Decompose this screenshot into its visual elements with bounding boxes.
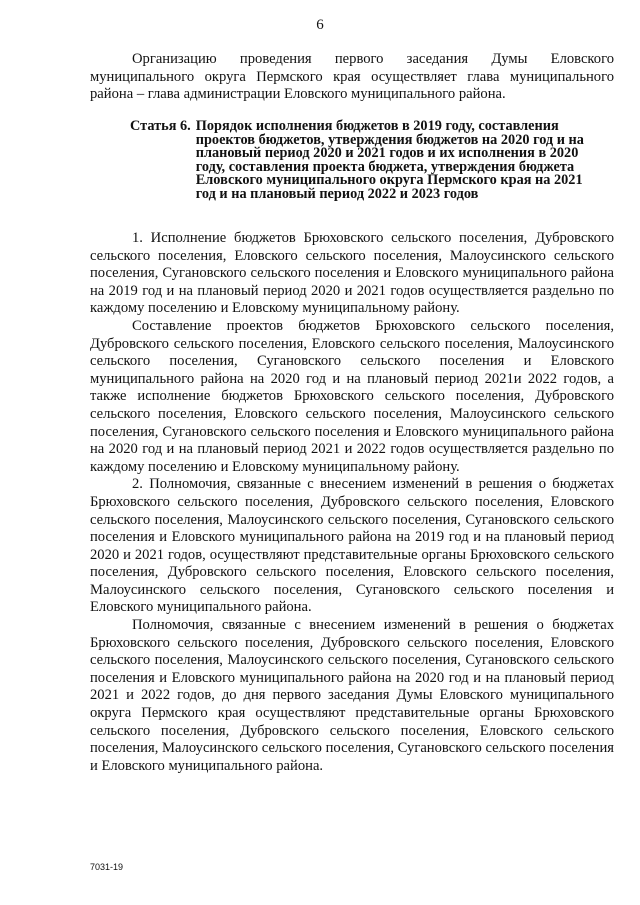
- article-title: Порядок исполнения бюджетов в 2019 году, составления проектов бюджетов, утверждения бюджетов на 2020 год и на плановый период 2020 и 2021 годов и их исполнения в 2020 году, составления проекта бюджета, утверждения бюджета Еловского муниципального округа Пермского края на 2021 год и на плановый период 2022 и 2023 годов: [195, 118, 584, 202]
- body-paragraph: 1. Исполнение бюджетов Брюховского сельского поселения, Дубровского сельского поселения, Еловского сельского поселения, Малоусинского сельского поселения, Сугановского сельского поселения и Еловского муниципального района на 2019 год и на плановый период 2020 и 2021 годов осуществляется раздельно по каждому поселению и Еловскому муниципальному району.: [90, 230, 614, 317]
- article-heading: [130, 120, 600, 202]
- document-code: 7031-19: [90, 862, 124, 872]
- intro-paragraph: Организацию проведения первого заседания Думы Еловского муниципального округа Пермского края осуществляет глава муниципального района – глава администрации Еловского муниципального района.: [90, 51, 614, 103]
- body-paragraph: 2. Полномочия, связанные с внесением изменений в решения о бюджетах Брюховского сельского поселения, Дубровского сельского поселения, Еловского сельского поселения, Малоусинского сельского поселения, Сугановского сельского поселения и Еловского муниципального района на 2019 год и на плановый период 2020 и 2021 годов, осуществляют представительные органы Брюховского сельского поселения, Дубровского сельского поселения, Еловского сельского поселения, Малоусинского сельского поселения, Сугановского сельского поселения и Еловского муниципального района.: [90, 476, 614, 616]
- body-paragraph: Составление проектов бюджетов Брюховского сельского поселения, Дубровского сельского поселения, Еловского сельского поселения, Малоусинского сельского поселения, Сугановского сельского поселения и Еловского муниципального района на 2020 год и на плановый период 2021и 2022 годов, а также исполнение бюджетов Брюховского сельского поселения, Дубровского сельского поселения, Еловского сельского поселения, Малоусинского сельского поселения, Сугановского сельского поселения и Еловского муниципального района на 2020 год и на плановый период 2021 и 2022 годов осуществляется раздельно по каждому поселению и Еловскому муниципальному району.: [90, 317, 614, 475]
- article-body: [90, 230, 614, 775]
- article-label: Статья 6.: [130, 118, 191, 134]
- page-number: 6: [316, 17, 324, 33]
- intro-section: [90, 51, 614, 104]
- body-paragraph: Полномочия, связанные с внесением изменений в решения о бюджетах Брюховского сельского поселения, Дубровского сельского поселения, Еловского сельского поселения, Малоусинского сельского поселения, Сугановского сельского поселения и Еловского муниципального района на 2020 год и на плановый период 2021 и 2022 годов, до дня первого заседания Думы Еловского муниципального округа Пермского края осуществляют представительные органы Брюховского сельского поселения, Дубровского сельского поселения, Еловского сельского поселения, Малоусинского сельского поселения, Сугановского сельского поселения и Еловского муниципального района.: [90, 617, 614, 774]
